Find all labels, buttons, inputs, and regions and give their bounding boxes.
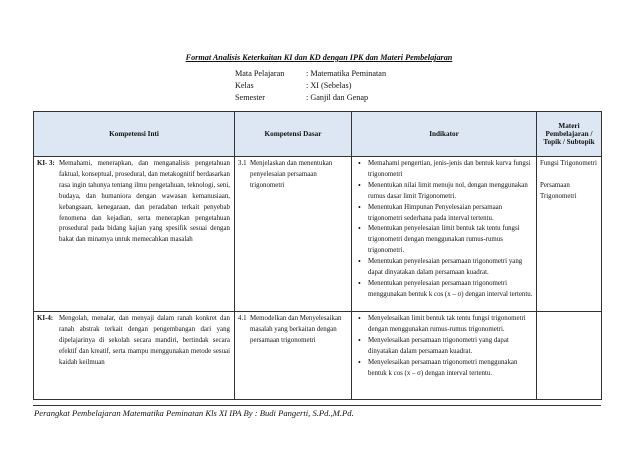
list-item: • Menyelesaikan limit bentuk tak tentu fungsi trigonometri dengan menggunakan rumus-rumus trigonometri. [356,314,533,336]
list-item: • Menyelesaikan persamaan trigonometri yang dapat dinyatakan dalam persamaan kuadrat. [356,336,533,358]
meta-value: : Matematika Peminatan [306,69,387,78]
meta-label: Kelas [235,81,254,90]
document-meta [235,68,386,104]
header-kompetensi-dasar: Kompetensi Dasar [235,112,352,157]
ki-cell [34,312,235,400]
kd-text: Memodelkan dan Menyelesaikan masalah yang berkaitan dengan persamaan trigonometri [250,315,342,344]
kd-cell [235,312,352,400]
indikator-list [356,314,533,379]
kd-number: 3.1 [238,160,247,167]
ki-text: Mengolah, menalar, dan menyaji dalam ranah konkret dan ranah abstrak terkait dengan pengembangan dari yang dipelajarinya di sekolah secara mandiri, bertindak secara efektif dan kreatif, serta mampu menggunakan metode sesuai kaidah keilmuan [59,315,230,366]
ki-cell [34,157,235,312]
list-item: • Menentukan Himpunan Penyelesaian persamaan trigonometri sederhana pada interval tertentu. [356,203,533,225]
header-indikator: Indikator [352,112,537,157]
analysis-table [33,111,602,400]
list-item: • Menentukan penyelesaian limit bentuk tak tentu fungsi trigonometri dengan menggunakan rumus-rumus trigonometri. [356,224,533,257]
document-title: Format Analisis Keterkaitan KI dan KD dengan IPK dan Materi Pembelajaran [185,53,453,62]
footer-divider [33,405,601,406]
materi-topic: Fungsi Trigonometri [540,160,597,167]
list-item: • Memahami pengertian, jenis-jenis dan bentuk kurva fungsi trigonometri [356,159,533,181]
page-footer: Perangkat Pembelajaran Matematika Peminatan Kls XI IPA By : Budi Pangerti, S.Pd.,M.Pd. [34,408,354,418]
meta-class [235,80,386,92]
kd-number: 4.1 [238,315,247,322]
header-kompetensi-inti: Kompetensi Inti [34,112,235,157]
meta-value: : Ganjil dan Genap [306,93,369,102]
meta-value: : XI (Sebelas) [306,81,352,90]
kd-cell [235,157,352,312]
ki-text: Memahami, menerapkan, dan menganalisis pengetahuan faktual, konseptual, prosedural, dan metakognitif berdasarkan rasa ingin tahunya tentang ilmu pengetahuan, teknologi, seni, budaya, dan humaniora dengan wawasan kemanusiaan, kebangsaan, kenegaraan, dan peradaban terkait penyebab fenomena dan kejadian, serta menerapkan pengetahuan prosedural pada bidang kajian yang spesifik sesuai dengan bakat dan minatnya untuk memecahkan masalah [59,160,230,244]
meta-label: Mata Pelajaran [235,69,285,78]
list-item: • Menyelesaikan persamaan trigonometri menggunakan bentuk k cos (x – σ) dengan interval tertentu. [356,358,533,380]
indikator-cell [352,312,537,400]
list-item: • Menentukan penyelesaian persamaan trigonometri menggunakan bentuk k cos (x – σ) dengan interval tertentu. [356,279,533,301]
table-row [34,312,602,400]
kd-text: Menjelaskan dan menentukan penyelesaian persamaan trigonometri [250,160,333,189]
list-item: • Menentukan nilai limit menuju nol, dengan menggunakan rumus dasar limit Trigonometri. [356,181,533,203]
meta-subject [235,68,386,80]
materi-topic: Persamaan Trigonometri [540,181,577,200]
meta-semester [235,92,386,104]
table-row [34,157,602,312]
ki-code: KI-4: [37,315,54,322]
indikator-cell [352,157,537,312]
materi-spacer [540,170,598,181]
header-materi: Materi Pembelajaran / Topik / Subtopik [537,112,602,157]
meta-label: Semester [235,93,266,102]
ki-code: KI- 3: [37,160,55,167]
table-header-row [34,112,602,157]
list-item: • Menentukan penyelesaian persamaan trigonometri yang dapat dinyatakan dalam persamaan kuadrat. [356,257,533,279]
materi-cell [537,312,602,400]
materi-cell [537,157,602,312]
indikator-list [356,159,533,301]
